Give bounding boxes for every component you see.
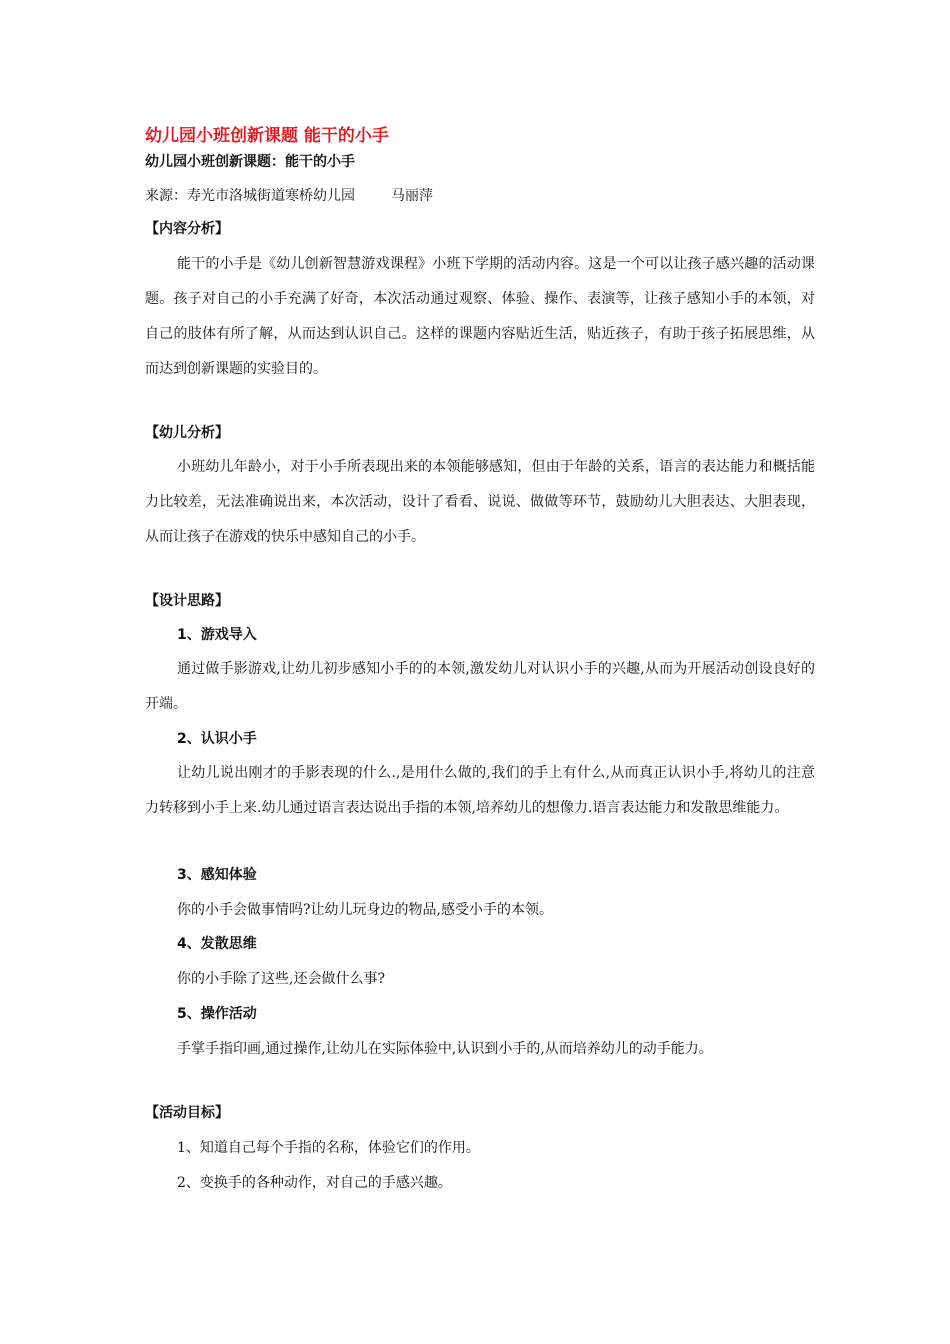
design-step-2-text: 让幼儿说出刚才的手影表现的什么.,是用什么做的,我们的手上有什么,从而真正认识小手,将幼儿的注意力转移到小手上来.幼儿通过语言表达说出手指的本领,培养幼儿的想像力.语言表达能力和发散思维能力。: [145, 765, 815, 816]
paragraph-child-analysis: 小班幼儿年龄小，对于小手所表现出来的本领能够感知，但由于年龄的关系，语言的表达能力和概括能力比较差，无法准确说出来，本次活动，设计了看看、说说、做做等环节，鼓励幼儿大胆表达、大胆表现，从而让孩子在游戏的快乐中感知自己的小手。: [145, 459, 815, 545]
design-step-4-title: 4、发散思维: [177, 936, 257, 952]
goal-item-2: 2、变换手的各种动作，对自己的手感兴趣。: [177, 1175, 452, 1191]
design-step-5-title: 5、操作活动: [177, 1006, 257, 1022]
document-title: 幼儿园小班创新课题 能干的小手: [145, 126, 389, 146]
heading-child-analysis: 【幼儿分析】: [145, 425, 229, 441]
paragraph-content-analysis: 能干的小手是《幼儿创新智慧游戏课程》小班下学期的活动内容。这是一个可以让孩子感兴趣的活动课题。孩子对自己的小手充满了好奇，本次活动通过观察、体验、操作、表演等，让孩子感知小手的本领，对自己的肢体有所了解，从而达到认识自己。这样的课题内容贴近生活，贴近孩子，有助于孩子拓展思维，从而达到创新课题的实验目的。: [145, 256, 815, 377]
design-step-1-title: 1、游戏导入: [177, 627, 257, 643]
design-step-1-text: 通过做手影游戏,让幼儿初步感知小手的的本领,激发幼儿对认识小手的兴趣,从而为开展活动创设良好的开端。: [145, 661, 815, 712]
design-step-3-title: 3、感知体验: [177, 867, 257, 883]
source-text: 来源：寿光市洛城街道寒桥幼儿园: [145, 188, 355, 204]
heading-design: 【设计思路】: [145, 593, 229, 609]
design-step-5-text: 手掌手指印画,通过操作,让幼儿在实际体验中,认识到小手的,从而培养幼儿的动手能力。: [177, 1041, 713, 1057]
design-step-2-title: 2、认识小手: [177, 731, 257, 747]
document-subtitle: 幼儿园小班创新课题：能干的小手: [145, 154, 355, 170]
source-line: [145, 185, 433, 207]
goal-item-1: 1、知道自己每个手指的名称，体验它们的作用。: [177, 1140, 480, 1156]
author-name: 马丽萍: [391, 188, 433, 204]
heading-goals: 【活动目标】: [145, 1105, 229, 1121]
heading-content-analysis: 【内容分析】: [145, 221, 229, 237]
design-step-3-text: 你的小手会做事情吗?让幼儿玩身边的物品,感受小手的本领。: [177, 902, 553, 918]
design-step-4-text: 你的小手除了这些,还会做什么事?: [177, 971, 385, 987]
